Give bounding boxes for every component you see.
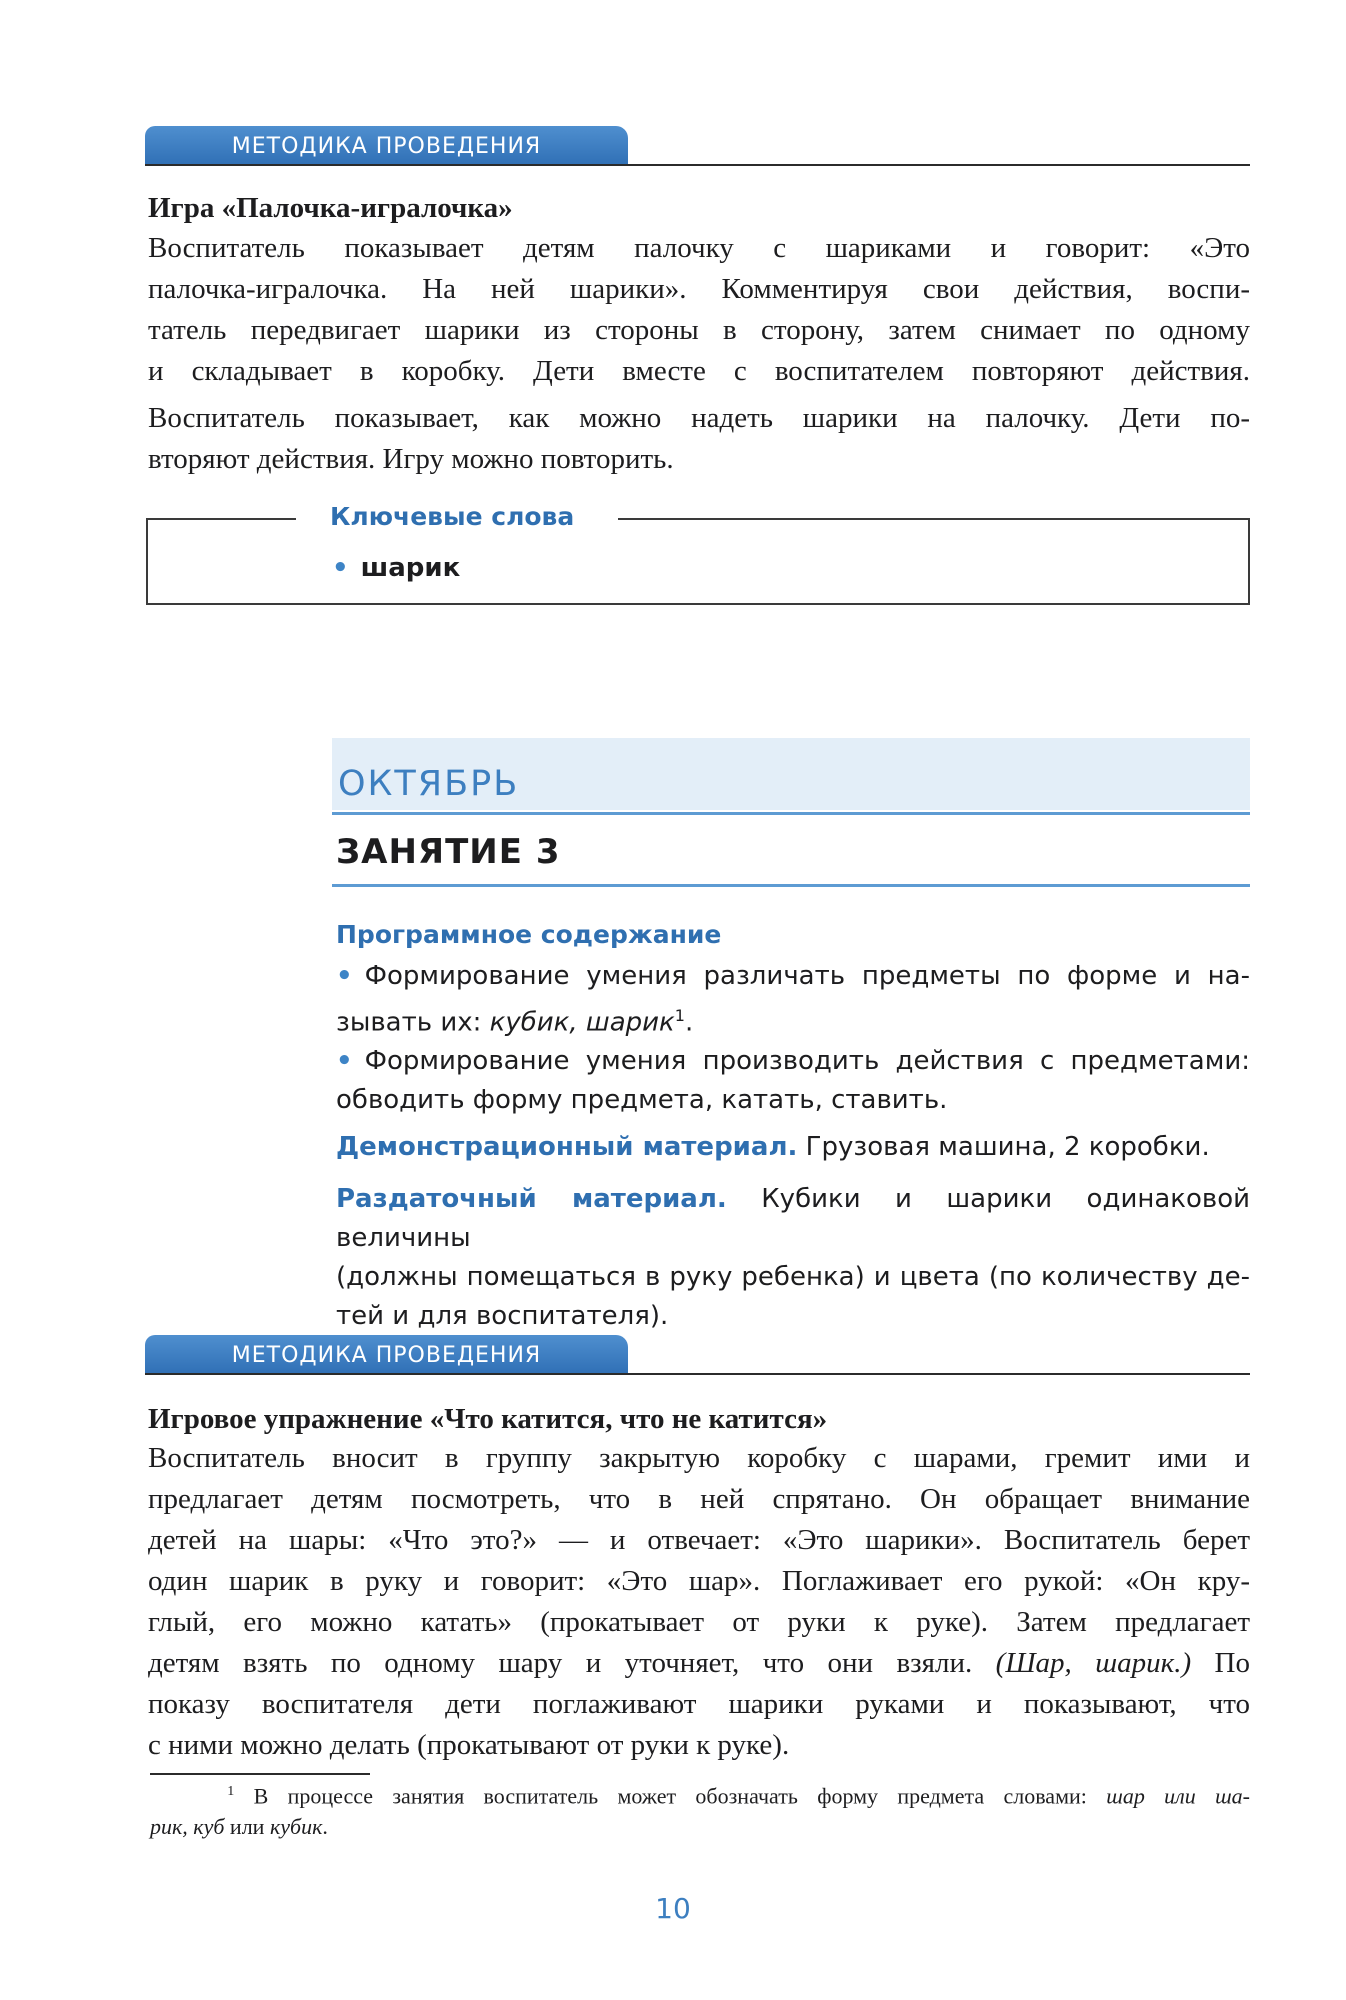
text-line <box>336 996 1250 1043</box>
text-line <box>336 957 1250 996</box>
demo-material <box>336 1128 1250 1167</box>
lesson-rule <box>332 884 1250 887</box>
footnote-text: . <box>322 1814 328 1840</box>
game-paragraph-1 <box>148 228 1250 392</box>
text-line: татель передвигает шарики из стороны в сторону, затем снимает по одному <box>148 314 1250 346</box>
footnote-mark: 1 <box>674 1006 685 1025</box>
game-paragraph-2 <box>148 398 1250 480</box>
header-rule <box>145 1373 1250 1375</box>
footnote <box>150 1776 1250 1842</box>
header-rule <box>145 164 1250 166</box>
text-line <box>336 1128 1250 1167</box>
text-line: палочка-игралочка. На ней шарики». Комментируя свои действия, воспи- <box>148 273 1250 305</box>
bullet-icon: • <box>332 553 349 583</box>
footnote-text: В процессе занятия воспитатель может обозначать форму предмета словами: <box>253 1783 1087 1809</box>
method-tab: МЕТОДИКА ПРОВЕДЕНИЯ <box>145 126 628 166</box>
exercise-title: Игровое упражнение «Что катится, что не катится» <box>148 1403 828 1435</box>
text-line: Воспитатель показывает детям палочку с шариками и говорит: «Это <box>148 232 1250 264</box>
text-line <box>150 1811 1250 1842</box>
text-line <box>150 1776 1250 1811</box>
handout-heading: Раздаточный материал. <box>336 1184 727 1214</box>
text-line: глый, его можно катать» (прокатывает от руки к руке). Затем предлагает <box>148 1606 1250 1638</box>
page-number: 10 <box>655 1892 691 1925</box>
game-title: Игра «Палочка-игралочка» <box>148 192 513 224</box>
line-text: детям взять по одному шару и уточняет, что они взяли. <box>148 1647 973 1679</box>
footnote-italic: рик, куб <box>150 1814 225 1840</box>
keywords-box <box>146 518 1250 605</box>
program-heading: Программное содержание <box>336 920 722 949</box>
text-line: с ними можно делать (прокатывают от руки к руке). <box>148 1729 790 1761</box>
bullet-icon: • <box>336 961 353 991</box>
text-line: Воспитатель показывает, как можно надеть шарики на палочку. Дети по- <box>148 402 1250 434</box>
month-title: ОКТЯБРЬ <box>338 764 520 804</box>
handout-material <box>336 1180 1250 1336</box>
keywords-title: Ключевые слова <box>330 502 575 531</box>
footnote-italic: шар или ша- <box>1106 1783 1251 1809</box>
text-line: показу воспитателя дети поглаживают шарики руками и показывают, что <box>148 1688 1250 1720</box>
line-italic: (Шар, шарик.) <box>995 1647 1192 1679</box>
text-line: (должны помещаться в руку ребенка) и цвета (по количеству де- <box>336 1262 1250 1292</box>
demo-heading: Демонстрационный материал. <box>336 1132 798 1162</box>
handout-text: Кубики и шарики одинаковой величины <box>336 1184 1251 1253</box>
item-text: зывать их: <box>336 1007 490 1038</box>
text-line: и складывает в коробку. Дети вместе с воспитателем повторяют действия. <box>148 355 1250 387</box>
footnote-italic: кубик <box>269 1814 323 1840</box>
lesson-title: ЗАНЯТИЕ 3 <box>336 832 561 872</box>
exercise-paragraph <box>148 1438 1250 1766</box>
footnote-text: или <box>229 1814 265 1840</box>
month-rule <box>332 812 1250 815</box>
keyword-text: шарик <box>360 553 461 583</box>
keywords-box-top-right-rule <box>618 518 1250 520</box>
text-line: тей и для воспитателя). <box>336 1301 669 1331</box>
method-section-header-2 <box>145 1335 1250 1379</box>
line-text: По <box>1214 1647 1250 1679</box>
footnote-rule <box>150 1773 370 1775</box>
text-line: предлагает детям посмотреть, что в ней спрятано. Он обращает внимание <box>148 1483 1250 1515</box>
method-tab: МЕТОДИКА ПРОВЕДЕНИЯ <box>145 1335 628 1375</box>
text-line <box>148 1643 1250 1684</box>
program-item-2 <box>336 1042 1250 1120</box>
footnote-mark: 1 <box>227 1784 235 1799</box>
text-line: обводить форму предмета, катать, ставить. <box>336 1085 948 1115</box>
item-text: Формирование умения различать предметы по форме и на- <box>364 961 1250 991</box>
program-item-1 <box>336 957 1250 1043</box>
keyword-item <box>332 553 460 583</box>
item-text: Формирование умения производить действия с предметами: <box>364 1046 1250 1076</box>
method-section-header <box>145 126 1250 170</box>
bullet-icon: • <box>336 1046 353 1076</box>
text-line <box>336 1042 1250 1081</box>
demo-text: Грузовая машина, 2 коробки. <box>805 1132 1210 1162</box>
item-text: . <box>684 1007 694 1038</box>
text-line: один шарик в руку и говорит: «Это шар». Поглаживает его рукой: «Он кру- <box>148 1565 1250 1597</box>
text-line: вторяют действия. Игру можно повторить. <box>148 443 674 475</box>
keywords-box-top-left-rule <box>146 518 296 520</box>
text-line: Воспитатель вносит в группу закрытую коробку с шарами, гремит ими и <box>148 1442 1250 1474</box>
item-italic: кубик, шарик <box>489 1007 675 1038</box>
text-line: детей на шары: «Что это?» — и отвечает: «Это шарики». Воспитатель берет <box>148 1524 1250 1556</box>
text-line <box>336 1180 1250 1258</box>
